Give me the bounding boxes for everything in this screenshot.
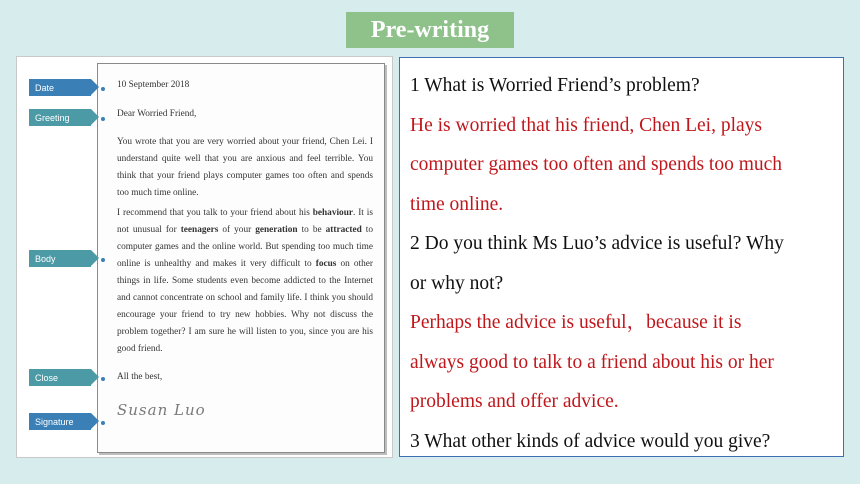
keyword-attracted: attracted [325,225,362,235]
question-line: 1 What is Worried Friend’s problem? [410,75,700,96]
letter-paragraph-2 [117,205,373,358]
letter-greeting: Dear Worried Friend, [117,109,197,119]
answer-line: time online. [410,193,504,215]
tag-greeting: Greeting [29,109,91,126]
letter-close: All the best, [117,372,163,382]
letter-paragraph-1: You wrote that you are very worried about your friend, Chen Lei. I understand quite well that you are anxious and feel terrible. You think that your friend plays computer games too often and spends too much time online. [117,137,373,198]
tag-signature: Signature [29,413,91,430]
keyword-behaviour: behaviour [312,208,353,218]
question-line: 2 Do you think Ms Luo’s advice is useful? Why [410,233,784,254]
p2-text: of your [218,225,256,235]
p2-text: to computer games and the online world. But spending too much time online is unhealthy and makes it very difficult to [117,225,373,269]
answer-line: problems and offer advice. [410,391,619,412]
answer-line: Perhaps the advice is useful，because it is [410,312,742,333]
answer-line: computer games too often and spends too much [410,154,783,175]
p2-text: I recommend that you talk to your friend about his [117,208,313,218]
letter-image-panel [16,56,393,458]
question-line: 3 What other kinds of advice would you give? [410,430,771,452]
p2-text: . It is not unusual for [117,208,373,235]
tag-body-dot [101,258,105,262]
keyword-generation: generation [255,225,298,235]
p2-text: to be [297,225,326,235]
letter-signature: Susan Luo [117,401,206,419]
tag-date-dot [101,87,105,91]
answer-line: always good to talk to a friend about his or her [410,351,774,373]
keyword-teenagers: teenagers [180,225,219,235]
tag-signature-dot [101,421,105,425]
qa-panel [399,57,844,457]
tag-close-dot [101,377,105,381]
keyword-focus: focus [315,259,337,269]
tag-date: Date [29,79,91,96]
tag-close: Close [29,369,91,386]
tag-greeting-dot [101,117,105,121]
letter-date: 10 September 2018 [117,80,190,90]
page-title: Pre-writing [346,12,514,48]
p2-text: on other things in life. Some students even become addicted to the Internet and cannot concentrate on school and family life. I think you should encourage your friend to try new hobbies. Why not discuss the problem together? I am sure he will listen to you, since you are his good friend. [117,259,373,354]
tag-body: Body [29,250,91,267]
answer-line: He is worried that his friend, Chen Lei, plays [410,114,762,136]
question-line: or why not? [410,272,504,294]
